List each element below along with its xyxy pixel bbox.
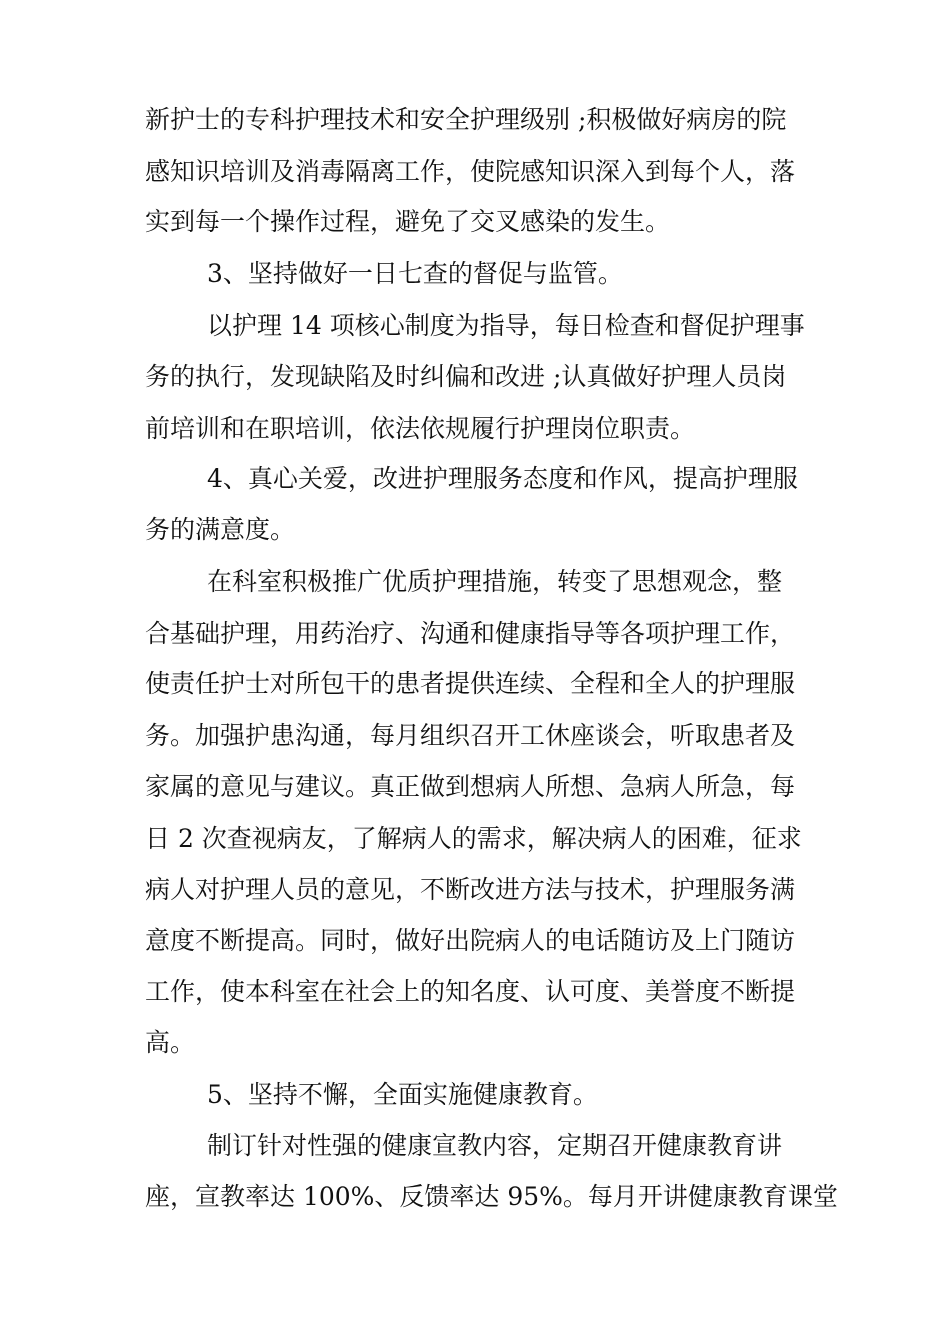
text-line: 合基础护理，用药治疗、沟通和健康指导等各项护理工作，	[145, 619, 796, 648]
section-heading: 4、真心关爱，改进护理服务态度和作风，提高护理服	[207, 464, 798, 493]
text-line: 高。	[145, 1028, 196, 1057]
text-line: 前培训和在职培训，依法依规履行护理岗位职责。	[145, 414, 696, 443]
section-heading: 3、坚持做好一日七查的督促与监管。	[207, 259, 623, 288]
text-line: 制订针对性强的健康宣教内容，定期召开健康教育讲	[207, 1131, 783, 1160]
section-heading-cont: 务的满意度。	[145, 515, 296, 544]
text-line: 务。加强护患沟通，每月组织召开工休座谈会，听取患者及	[145, 721, 796, 750]
text-line: 在科室积极推广优质护理措施，转变了思想观念，整	[207, 567, 783, 596]
text-line: 工作，使本科室在社会上的知名度、认可度、美誉度不断提	[145, 977, 796, 1006]
text-line: 新护士的专科护理技术和安全护理级别 ;积极做好病房的院	[145, 105, 787, 134]
text-line: 实到每一个操作过程，避免了交叉感染的发生。	[145, 207, 671, 236]
text-line: 使责任护士对所包干的患者提供连续、全程和全人的护理服	[145, 669, 796, 698]
text-line: 务的执行，发现缺陷及时纠偏和改进 ;认真做好护理人员岗	[145, 362, 787, 391]
text-line: 日 2 次查视病友，了解病人的需求，解决病人的困难，征求	[145, 824, 802, 853]
text-line: 座，宣教率达 100%、反馈率达 95%。每月开讲健康教育课堂	[145, 1182, 838, 1211]
text-line: 意度不断提高。同时，做好出院病人的电话随访及上门随访	[145, 926, 796, 955]
text-line: 家属的意见与建议。真正做到想病人所想、急病人所急，每	[145, 772, 796, 801]
section-heading: 5、坚持不懈，全面实施健康教育。	[207, 1080, 598, 1109]
text-line: 以护理 14 项核心制度为指导，每日检查和督促护理事	[207, 311, 805, 340]
text-line: 感知识培训及消毒隔离工作，使院感知识深入到每个人，落	[145, 157, 796, 186]
text-line: 病人对护理人员的意见，不断改进方法与技术，护理服务满	[145, 875, 796, 904]
